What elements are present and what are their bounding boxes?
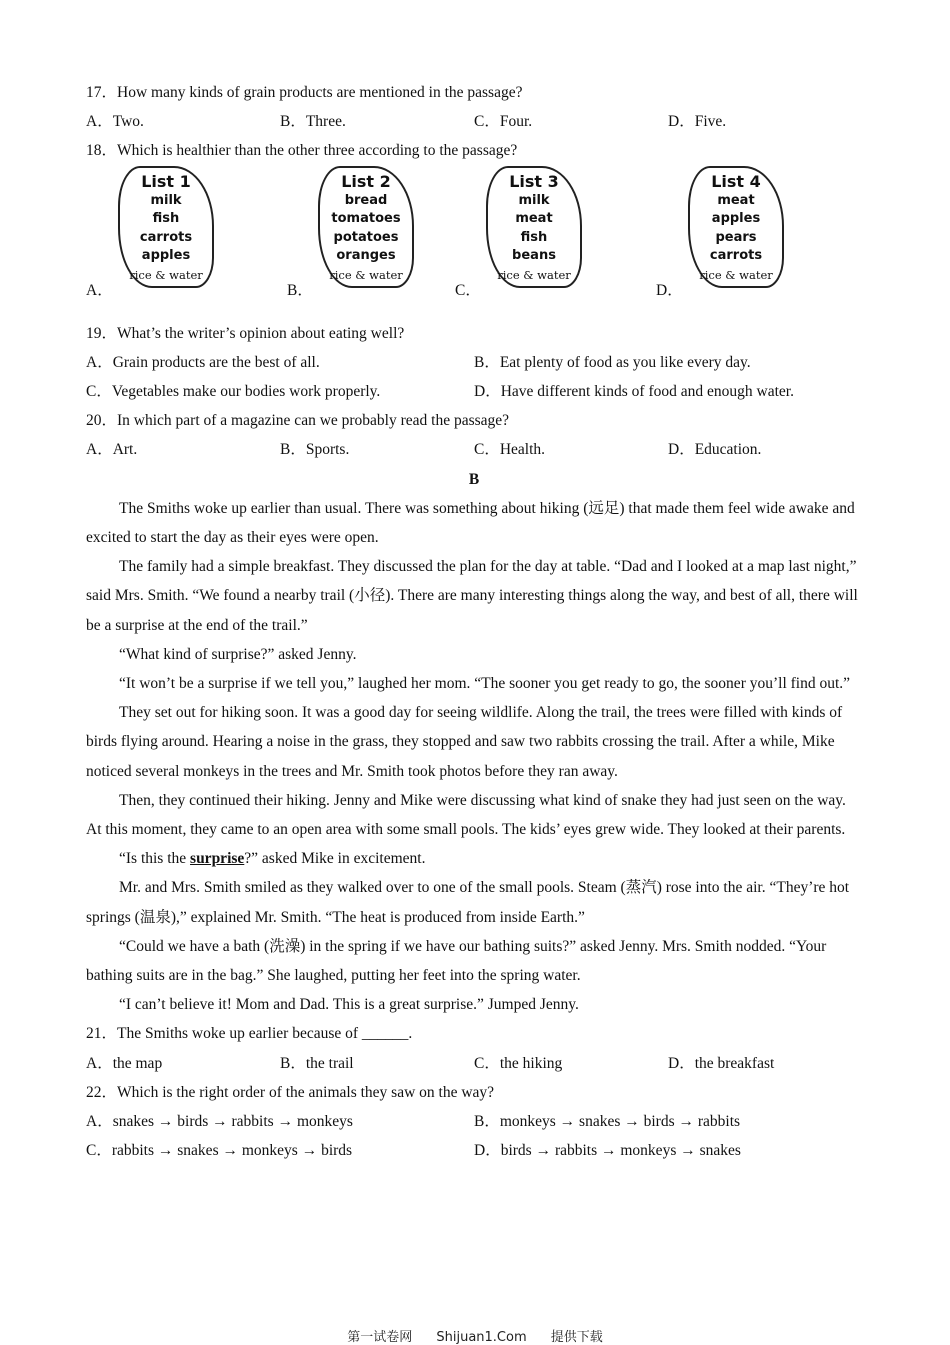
question-19-options-row-1 xyxy=(86,348,862,377)
option-c: C．rabbits → snakes → monkeys → birds xyxy=(86,1142,353,1160)
list-item: rice & water xyxy=(699,267,773,282)
passage-paragraph: Then, they continued their hiking. Jenny and Mike were discussing what kind of snake they had just seen on the way. At this moment, they came to an open area with some small pools. The kids’ eyes grew wide. They looked at their parents. xyxy=(86,791,846,838)
option-letter: B． xyxy=(287,282,313,300)
question-17-options xyxy=(86,107,862,136)
list-item: carrots xyxy=(709,248,763,264)
text-span: ?” asked Mike in excitement. xyxy=(244,850,426,868)
list-item: rice & water xyxy=(329,267,403,282)
footer-action: 提供下载 xyxy=(550,1330,603,1345)
passage-paragraph: The Smiths woke up earlier than usual. There was something about hiking (远足) that made them feel wide awake and excited to start the day as their eyes were open. xyxy=(86,499,855,546)
list-scroll-image xyxy=(486,166,582,288)
list-title: List 3 xyxy=(509,171,559,191)
option-a: A．Two. xyxy=(86,113,144,131)
option-d: D．Education. xyxy=(668,441,762,459)
list-option-b xyxy=(287,166,455,306)
list-item: potatoes xyxy=(333,229,399,245)
section-heading: B xyxy=(468,470,480,488)
list-option-a xyxy=(86,166,286,306)
list-item: bread xyxy=(344,192,388,208)
question-20-stem: 20．In which part of a magazine can we probably read the passage? xyxy=(86,412,510,430)
option-b: B．monkeys → snakes → birds → rabbits xyxy=(474,1112,741,1130)
option-d: D．the breakfast xyxy=(668,1054,775,1072)
list-item: carrots xyxy=(139,229,193,245)
option-d: D．Have different kinds of food and enough water. xyxy=(474,382,794,400)
question-20-options xyxy=(86,435,862,464)
option-b: B．Three. xyxy=(280,113,346,131)
option-b: B．Sports. xyxy=(280,441,350,459)
question-21-stem: 21．The Smiths woke up earlier because of ______. xyxy=(86,1025,413,1043)
list-item: milk xyxy=(518,192,550,208)
list-item: apples xyxy=(141,248,191,264)
list-item: beans xyxy=(512,248,556,264)
question-19-stem: 19．What’s the writer’s opinion about eating well? xyxy=(86,324,405,342)
question-17-stem: 17．How many kinds of grain products are mentioned in the passage? xyxy=(86,84,523,101)
question-22-stem: 22．Which is the right order of the animals they saw on the way? xyxy=(86,1083,495,1101)
question-18-options xyxy=(86,166,862,319)
passage-paragraph: “It won’t be a surprise if we tell you,” laughed her mom. “The sooner you get ready to go, the sooner you’ll find out.” xyxy=(119,674,851,692)
option-a: A．the map xyxy=(86,1054,163,1072)
list-item: tomatoes xyxy=(331,211,401,227)
passage-paragraph: “I can’t believe it! Mom and Dad. This is a great surprise.” Jumped Jenny. xyxy=(119,996,579,1014)
passage-paragraph: Mr. and Mrs. Smith smiled as they walked over to one of the small pools. Steam (蒸汽) rose into the air. “They’re hot springs (温泉),” explained Mr. Smith. “The heat is produced from inside Earth.” xyxy=(86,879,850,926)
list-option-c xyxy=(455,166,656,306)
question-18-stem: 18．Which is healthier than the other three according to the passage? xyxy=(86,142,518,160)
page-footer xyxy=(0,1326,950,1345)
list-title: List 4 xyxy=(711,171,761,191)
passage-paragraph: They set out for hiking soon. It was a good day for seeing wildlife. Along the trail, the trees were filled with kinds of birds flying around. Hearing a noise in the grass, they stopped and saw two rabbits crossing the trail. After a while, Mike noticed several monkeys in the trees and Mr. Smith took photos before they ran away. xyxy=(86,704,843,780)
option-b: B．the trail xyxy=(280,1054,354,1072)
option-letter: C． xyxy=(455,282,481,300)
option-d: D．birds → rabbits → monkeys → snakes xyxy=(474,1142,741,1160)
passage-paragraph xyxy=(86,844,862,873)
option-c: C．Vegetables make our bodies work properly. xyxy=(86,382,381,400)
list-item: fish xyxy=(520,229,548,245)
passage-paragraph: “What kind of surprise?” asked Jenny. xyxy=(119,645,357,663)
footer-site-link[interactable]: Shijuan1.Com xyxy=(436,1330,527,1345)
underlined-word: surprise xyxy=(190,850,245,868)
list-item: meat xyxy=(515,211,553,227)
footer-site-cn: 第一试卷网 xyxy=(347,1330,413,1345)
list-option-d xyxy=(656,166,856,306)
list-item: milk xyxy=(150,192,182,208)
text-span: “Is this the xyxy=(119,850,191,868)
option-a: A．Art. xyxy=(86,441,138,459)
passage-paragraph: The family had a simple breakfast. They discussed the plan for the day at table. “Dad and I looked at a map last night,” said Mrs. Smith. “We found a nearby trail (小径). There are many interesting things along the way, and best of all, there will be a surprise at the end of the trail.” xyxy=(86,558,858,634)
option-c: C．Health. xyxy=(474,441,546,459)
list-item: oranges xyxy=(336,248,396,264)
option-d: D．Five. xyxy=(668,113,727,131)
option-a: A．snakes → birds → rabbits → monkeys xyxy=(86,1112,353,1130)
passage-paragraph: “Could we have a bath (洗澡) in the spring if we have our bathing suits?” asked Jenny. Mrs. Smith nodded. “Your bathing suits are in the bag.” She laughed, putting her feet into the spring water. xyxy=(86,937,827,984)
list-item: apples xyxy=(711,211,761,227)
list-scroll-image xyxy=(118,166,214,288)
list-title: List 2 xyxy=(341,171,391,191)
list-scroll-image xyxy=(688,166,784,288)
exam-page xyxy=(86,78,862,1165)
option-c: C．Four. xyxy=(474,113,533,131)
list-item: rice & water xyxy=(497,267,571,282)
option-c: C．the hiking xyxy=(474,1054,563,1072)
list-item: meat xyxy=(717,192,755,208)
question-22-options-row-2 xyxy=(86,1136,862,1165)
list-item: pears xyxy=(715,229,757,245)
list-item: rice & water xyxy=(129,267,203,282)
question-21-options xyxy=(86,1049,862,1078)
question-19-options-row-2 xyxy=(86,377,862,406)
list-title: List 1 xyxy=(141,171,191,191)
option-a: A．Grain products are the best of all. xyxy=(86,353,320,371)
list-item: fish xyxy=(152,211,180,227)
option-letter: D． xyxy=(656,282,683,300)
option-letter: A． xyxy=(86,282,113,300)
question-22-options-row-1 xyxy=(86,1107,862,1136)
list-scroll-image xyxy=(318,166,414,288)
option-b: B．Eat plenty of food as you like every day. xyxy=(474,353,751,371)
